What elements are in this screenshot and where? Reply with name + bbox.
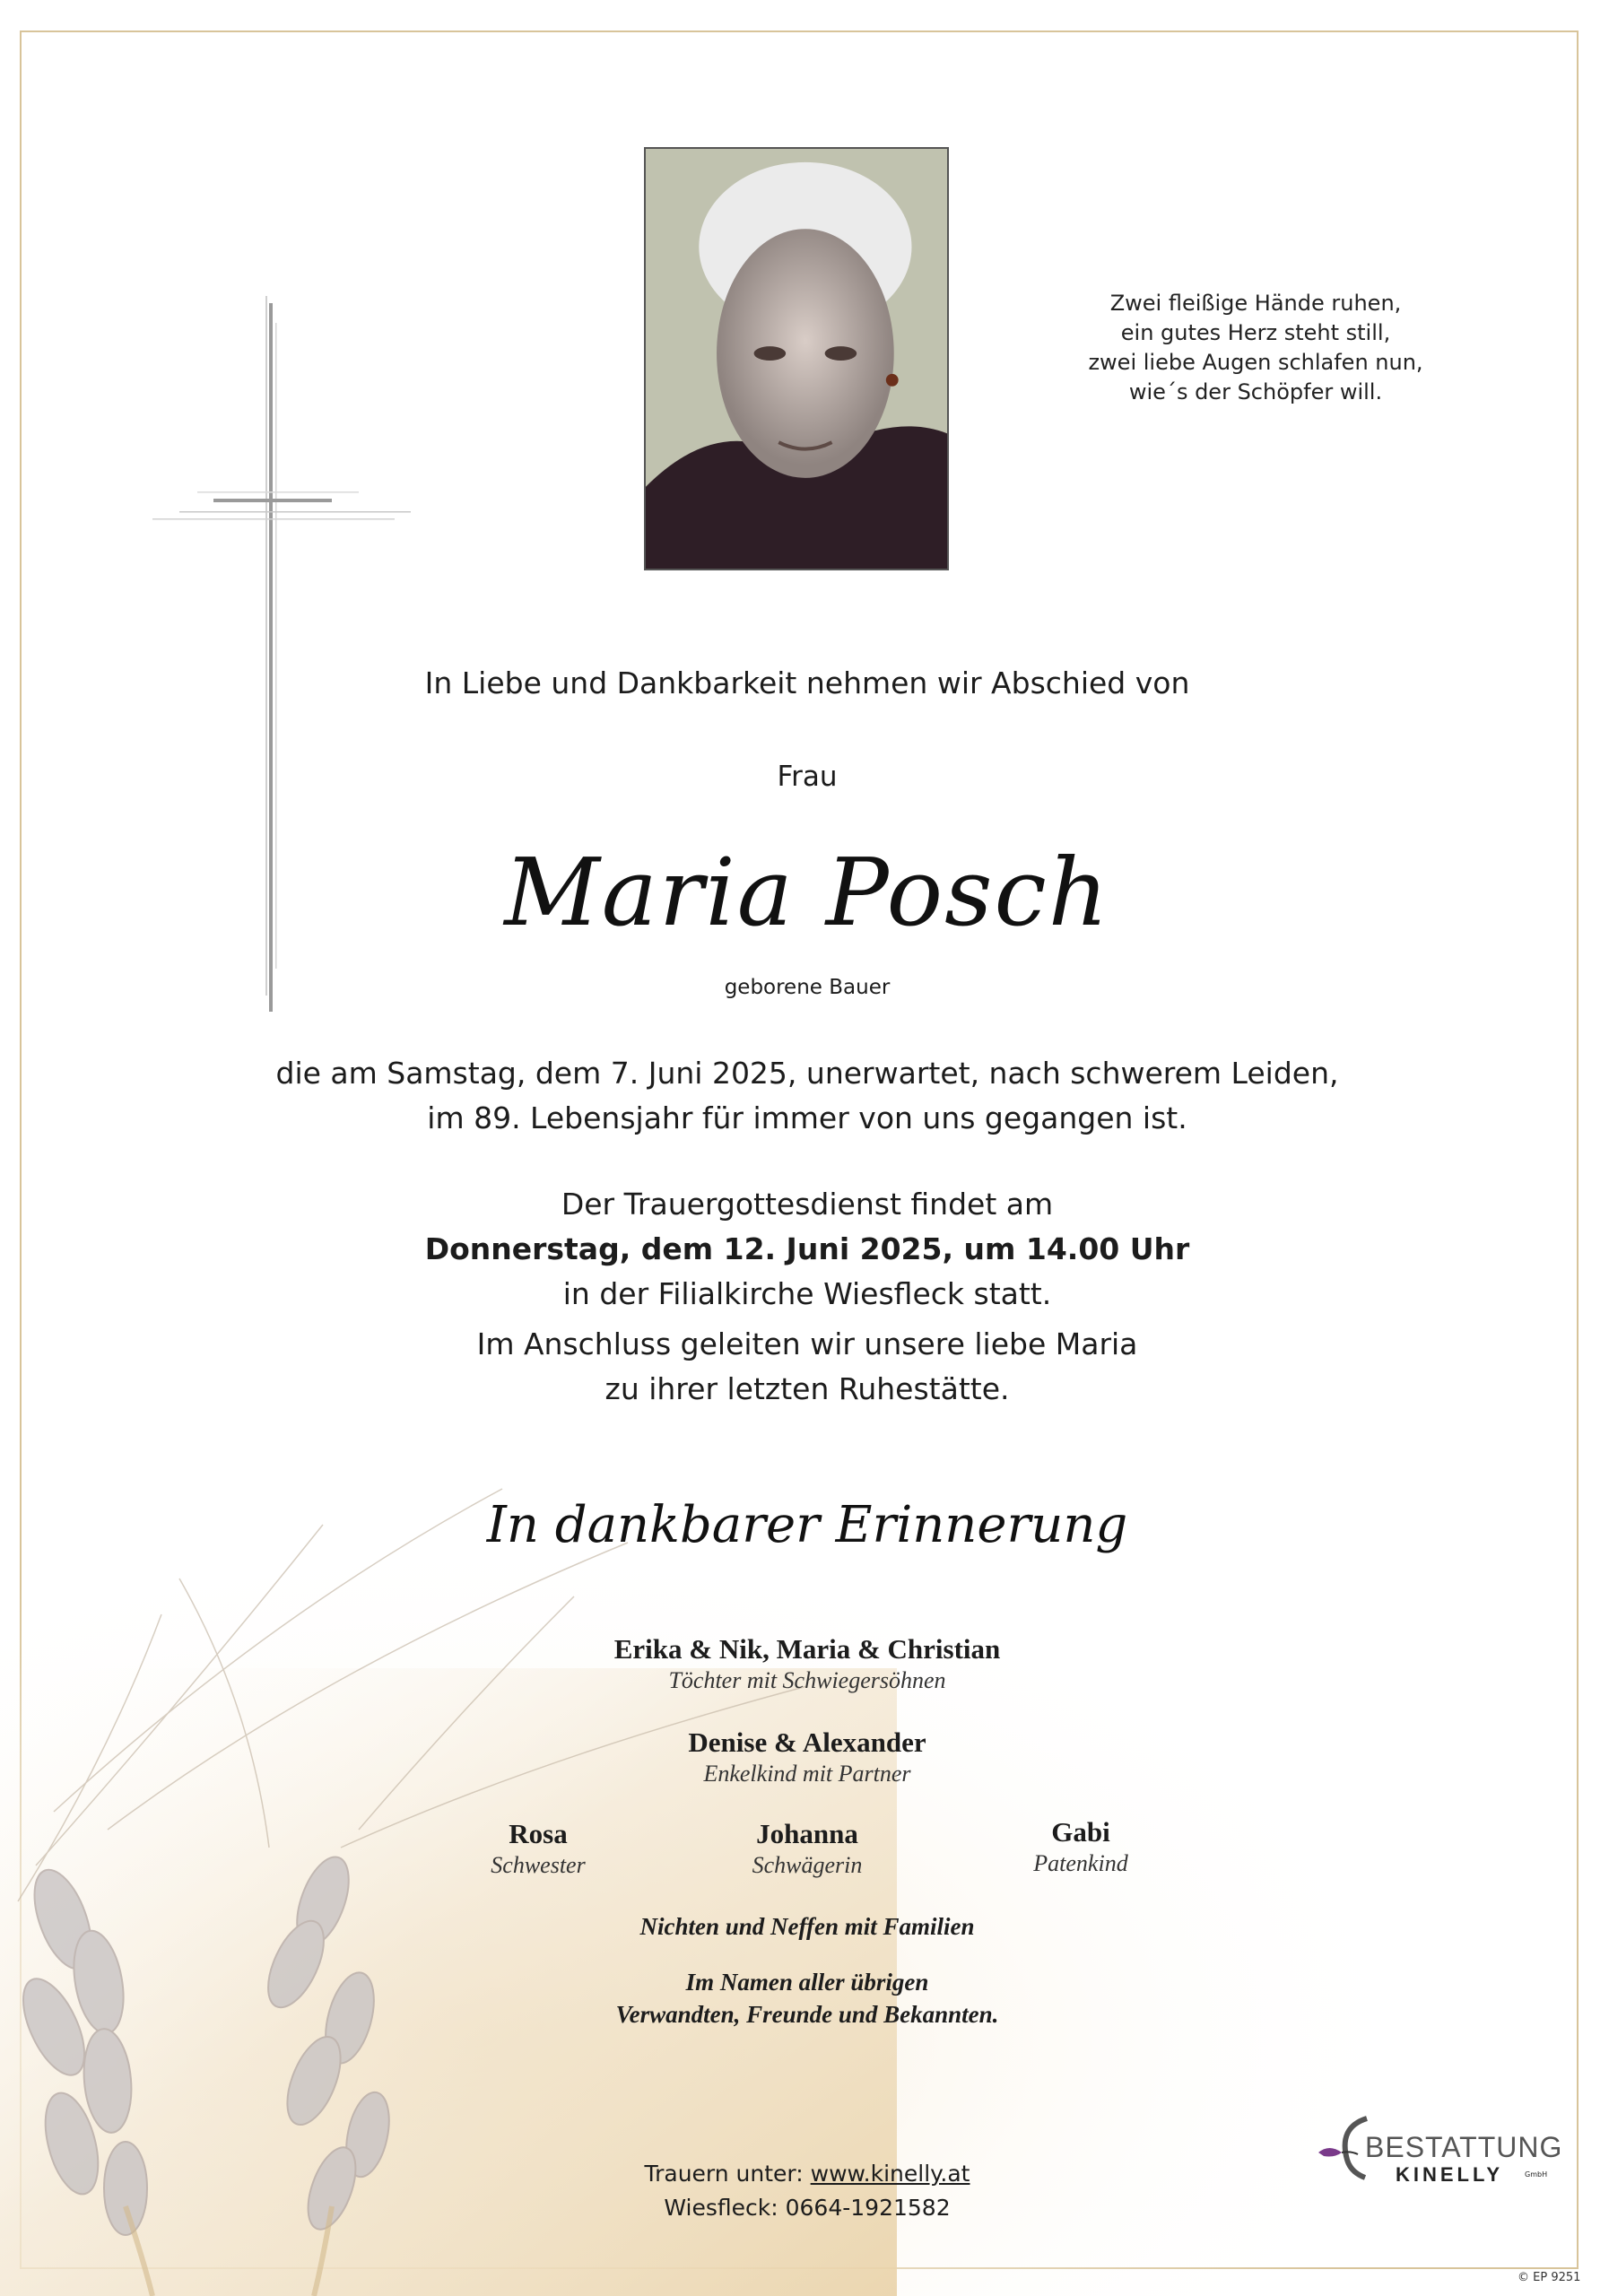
mourner-names: Johanna [756,1818,858,1849]
logo-suffix: GmbH [1525,2170,1548,2179]
mourner-group [673,1817,942,1880]
service-line: Der Trauergottesdienst findet am [561,1187,1054,1222]
memory-heading: In dankbarer Erinnerung [486,1496,1128,1554]
mourner-names: Erika & Nik, Maria & Christian [613,1633,1001,1665]
footer-phone: Wiesfleck: 0664-1921582 [664,2195,951,2221]
footer-label: Trauern unter: [644,2161,804,2187]
others-line: Verwandten, Freunde und Bekannten. [615,2001,999,2028]
deceased-name: Maria Posch [504,838,1110,947]
mourner-names: Gabi [1051,1816,1110,1848]
service-date: Donnerstag, dem 12. Juni 2025, um 14.00 Uhr [424,1231,1190,1266]
verse-line: wie´s der Schöpfer will. [1128,379,1383,404]
death-line: im 89. Lebensjahr für immer von uns gegangen ist. [427,1100,1187,1135]
mourner-group [538,1726,1076,1788]
verse-line: ein gutes Herz steht still, [1120,320,1391,345]
mourner-group [946,1815,1215,1878]
logo-line2: KINELLY [1396,2163,1504,2186]
mourner-nieces [448,1910,1166,1943]
service-location: in der Filialkirche Wiesfleck statt. [562,1276,1052,1311]
mourner-names: Rosa [509,1818,568,1849]
death-notice [224,1051,1390,1141]
mourner-relation: Enkelkind mit Partner [703,1761,911,1787]
intro-text: In Liebe und Dankbarkeit nehmen wir Abschied von [424,665,1190,700]
mourner-group [404,1817,673,1880]
others-line: Im Namen aller übrigen [685,1969,929,1996]
website-link[interactable]: www.kinelly.at [810,2161,970,2187]
mourner-group [448,1632,1166,1695]
funeral-service-info [224,1182,1390,1317]
mourner-relation: Patenkind [1033,1850,1128,1876]
burial-line: Im Anschluss geleiten wir unsere liebe Maria [476,1326,1138,1361]
print-code: © EP 9251 [1518,2271,1581,2284]
verse-line: zwei liebe Augen schlafen nun, [1088,350,1423,375]
mourner-relation: Schwägerin [752,1852,863,1878]
burial-line: zu ihrer letzten Ruhestätte. [604,1371,1010,1406]
mourner-others [448,1966,1166,2031]
burial-info [224,1322,1390,1412]
portrait-photo [644,147,949,570]
verse-line: Zwei fleißige Hände ruhen, [1109,291,1402,316]
footer-contact [583,2157,1031,2225]
mourner-relation: Schwester [491,1852,586,1878]
death-line: die am Samstag, dem 7. Juni 2025, unerwartet, nach schwerem Leiden, [275,1056,1339,1091]
birth-name: geborene Bauer [724,976,891,999]
logo-line1: BESTATTUNG [1365,2131,1563,2163]
memorial-verse [1076,289,1435,407]
salutation: Frau [777,761,838,793]
nieces-line: Nichten und Neffen mit Familien [639,1913,975,1940]
mourner-relation: Töchter mit Schwiegersöhnen [668,1667,946,1693]
funeral-home-logo [1311,2100,1563,2199]
mourner-names: Denise & Alexander [688,1726,926,1758]
